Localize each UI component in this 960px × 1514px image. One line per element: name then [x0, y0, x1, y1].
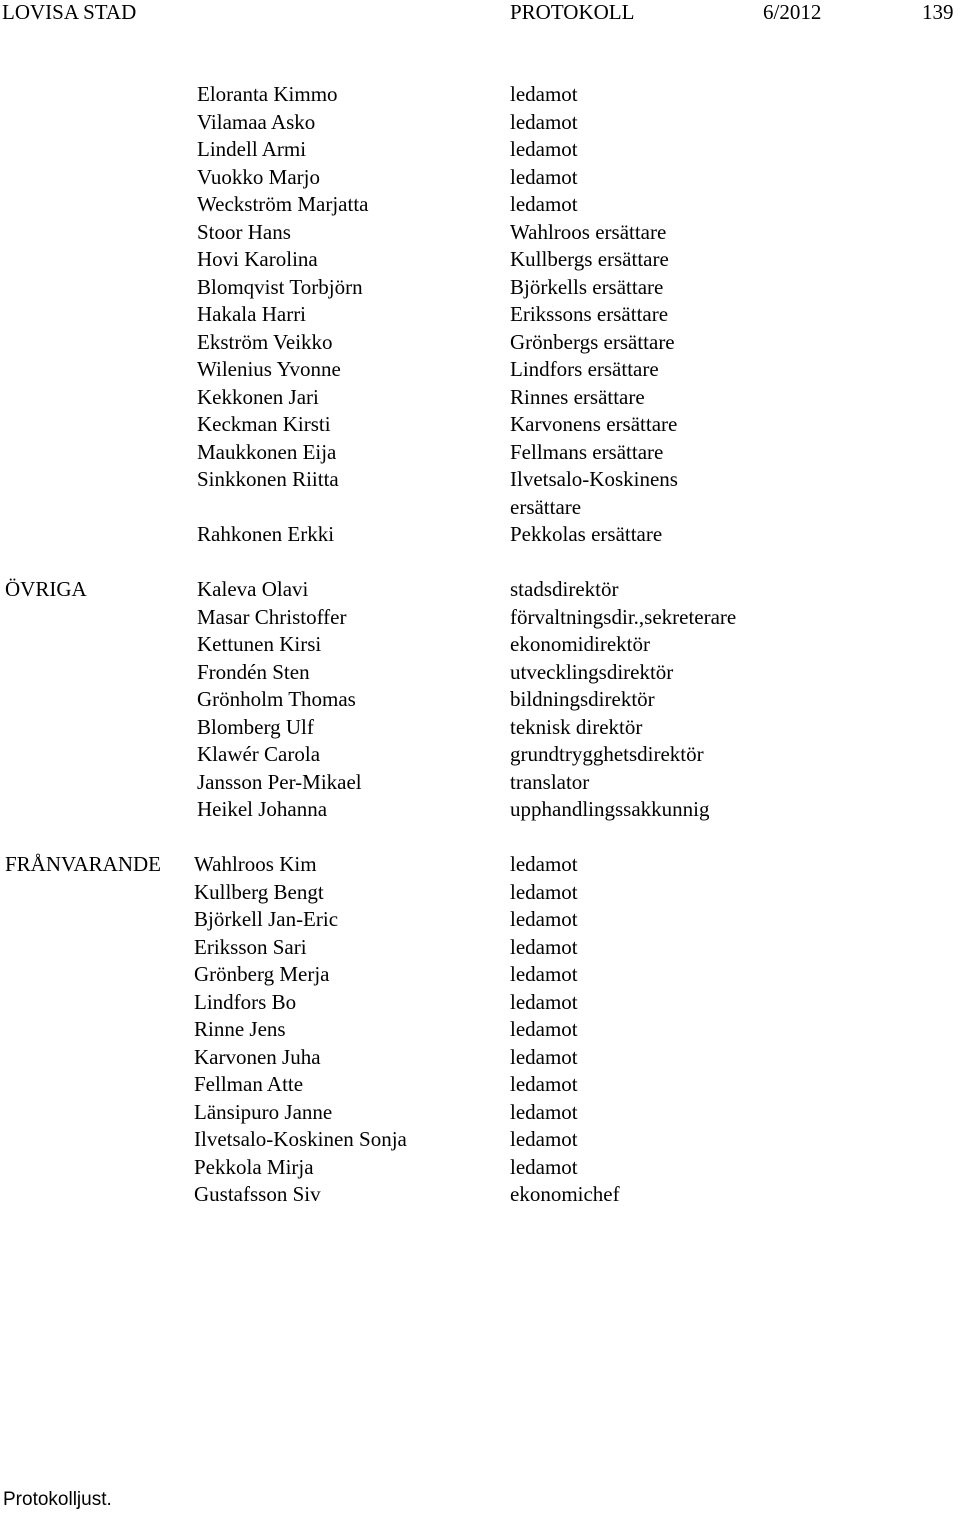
absent-role: ledamot: [510, 1017, 578, 1041]
others-name: Masar Christoffer: [197, 604, 347, 629]
member-row: [0, 136, 960, 164]
member-name: Hakala Harri: [197, 302, 307, 326]
member-row: [0, 466, 960, 521]
absent-role: ledamot: [510, 1127, 578, 1151]
member-role: Björkells ersättare: [510, 274, 664, 299]
others-name: Klawér Carola: [197, 742, 321, 766]
absent-name: Pekkola Mirja: [194, 1154, 314, 1179]
member-role: Lindfors ersättare: [510, 357, 659, 381]
absent-role: ledamot: [510, 989, 578, 1014]
members-section: [0, 81, 960, 549]
others-row: [0, 714, 960, 742]
member-name: Blomqvist Torbjörn: [197, 274, 363, 299]
absent-row: [0, 851, 960, 879]
member-name: Vilamaa Asko: [197, 109, 316, 134]
others-role: utvecklingsdirektör: [510, 659, 674, 684]
absent-row: [0, 961, 960, 989]
member-name: Hovi Karolina: [197, 247, 318, 271]
absent-name: Eriksson Sari: [194, 934, 307, 959]
member-row: [0, 411, 960, 439]
absent-row: [0, 1071, 960, 1099]
member-row: [0, 329, 960, 357]
others-role: grundtrygghetsdirektör: [510, 742, 704, 766]
others-role: upphandlingssakkunnig: [510, 797, 710, 821]
member-name: Sinkkonen Riitta: [197, 467, 339, 491]
others-name: Kettunen Kirsi: [197, 632, 322, 656]
others-name: Blomberg Ulf: [197, 714, 314, 739]
absent-role: ekonomichef: [510, 1182, 620, 1206]
others-row: [0, 796, 960, 824]
others-role: förvaltningsdir.,sekreterare: [510, 604, 737, 629]
footer-initials-label: Protokolljust.: [3, 1489, 112, 1510]
member-name: Stoor Hans: [197, 219, 291, 244]
absent-row: [0, 1181, 960, 1209]
others-role: bildningsdirektör: [510, 687, 655, 711]
member-row: [0, 439, 960, 467]
absent-role: ledamot: [510, 852, 578, 876]
member-role: Fellmans ersättare: [510, 439, 664, 464]
member-role: Ilvetsalo-Koskinens ersättare: [510, 467, 678, 519]
member-row: [0, 274, 960, 302]
others-row: [0, 631, 960, 659]
member-role: ledamot: [510, 137, 578, 161]
absent-name: Lindfors Bo: [194, 989, 297, 1014]
member-name: Wilenius Yvonne: [197, 357, 341, 381]
absent-row: [0, 906, 960, 934]
member-role: ledamot: [510, 82, 578, 106]
others-row: [0, 576, 960, 604]
others-row: [0, 659, 960, 687]
member-row: [0, 219, 960, 247]
absent-role: ledamot: [510, 1072, 578, 1096]
member-name: Ekström Veikko: [197, 329, 333, 354]
member-row: [0, 301, 960, 329]
absent-row: [0, 1099, 960, 1127]
member-role: ledamot: [510, 109, 578, 134]
member-role: Wahlroos ersättare: [510, 219, 667, 244]
header-city: LOVISA STAD: [2, 0, 137, 24]
member-name: Eloranta Kimmo: [197, 82, 338, 106]
absent-name: Fellman Atte: [194, 1072, 304, 1096]
absent-name: Gustafsson Siv: [194, 1182, 321, 1206]
member-row: [0, 191, 960, 219]
member-row: [0, 246, 960, 274]
others-row: [0, 686, 960, 714]
member-name: Rahkonen Erkki: [197, 522, 335, 546]
others-name: Frondén Sten: [197, 659, 310, 684]
others-role: ekonomidirektör: [510, 632, 650, 656]
absent-row: [0, 1154, 960, 1182]
member-name: Weckström Marjatta: [197, 192, 369, 216]
others-name: Kaleva Olavi: [197, 577, 309, 601]
absent-role: ledamot: [510, 962, 578, 986]
others-name: Heikel Johanna: [197, 797, 328, 821]
member-row: [0, 81, 960, 109]
member-row: [0, 164, 960, 192]
member-name: Lindell Armi: [197, 137, 307, 161]
absent-role: ledamot: [510, 1154, 578, 1179]
absent-role: ledamot: [510, 1044, 578, 1069]
absent-name: Björkell Jan-Eric: [194, 907, 339, 931]
header-doc-type: PROTOKOLL: [510, 0, 635, 24]
absent-row: [0, 989, 960, 1017]
others-row: [0, 769, 960, 797]
absent-role: ledamot: [510, 934, 578, 959]
member-row: [0, 109, 960, 137]
member-role: ledamot: [510, 192, 578, 216]
header-page-number: 139: [922, 0, 954, 24]
member-name: Kekkonen Jari: [197, 384, 319, 409]
member-role: ledamot: [510, 164, 578, 189]
member-name: Maukkonen Eija: [197, 439, 337, 464]
member-name: Keckman Kirsti: [197, 412, 331, 436]
others-row: [0, 741, 960, 769]
absent-name: Karvonen Juha: [194, 1044, 321, 1069]
member-name: Vuokko Marjo: [197, 164, 320, 189]
member-role: Kullbergs ersättare: [510, 247, 669, 271]
member-role: Grönbergs ersättare: [510, 329, 675, 354]
header-issue: 6/2012: [763, 0, 822, 24]
absent-name: Wahlroos Kim: [194, 852, 317, 876]
absent-role: ledamot: [510, 879, 578, 904]
absent-name: Kullberg Bengt: [194, 879, 324, 904]
others-role: translator: [510, 769, 590, 794]
others-role: teknisk direktör: [510, 714, 643, 739]
absent-row: [0, 1016, 960, 1044]
absent-name: Ilvetsalo-Koskinen Sonja: [194, 1127, 407, 1151]
absent-role: ledamot: [510, 1099, 578, 1124]
member-role: Rinnes ersättare: [510, 384, 645, 409]
others-name: Grönholm Thomas: [197, 687, 356, 711]
others-section: [0, 576, 960, 824]
absent-row: [0, 879, 960, 907]
others-name: Jansson Per-Mikael: [197, 769, 362, 794]
page-header: [0, 0, 960, 24]
absent-name: Rinne Jens: [194, 1017, 286, 1041]
absent-row: [0, 1126, 960, 1154]
member-row: [0, 356, 960, 384]
member-row: [0, 384, 960, 412]
absent-role: ledamot: [510, 907, 578, 931]
member-row: [0, 521, 960, 549]
absent-row: [0, 934, 960, 962]
others-row: [0, 604, 960, 632]
absent-section: [0, 851, 960, 1209]
member-role: Karvonens ersättare: [510, 412, 678, 436]
member-role: Pekkolas ersättare: [510, 522, 663, 546]
absent-name: Grönberg Merja: [194, 962, 330, 986]
section-label-absent: FRÅNVARANDE: [5, 852, 161, 876]
absent-row: [0, 1044, 960, 1072]
section-label-others: ÖVRIGA: [5, 577, 87, 601]
absent-name: Länsipuro Janne: [194, 1099, 333, 1124]
others-role: stadsdirektör: [510, 577, 619, 601]
member-role: Erikssons ersättare: [510, 302, 669, 326]
